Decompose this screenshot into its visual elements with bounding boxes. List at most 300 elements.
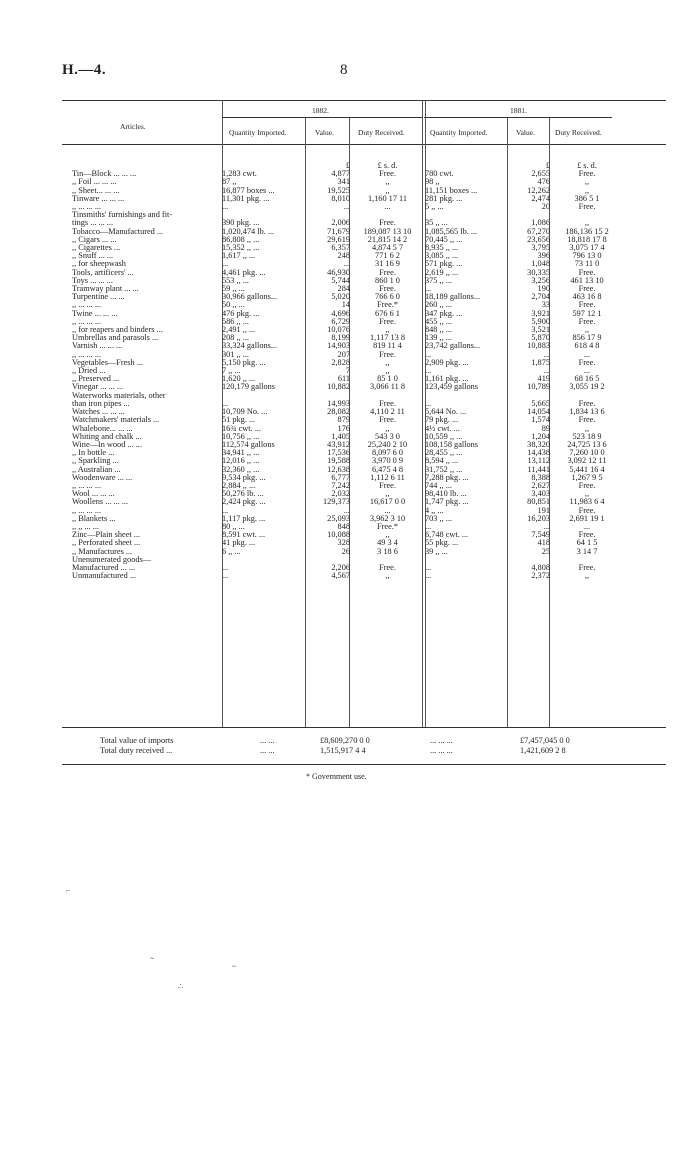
quantity-1881-cell: 8,935 ,, ... <box>425 244 459 253</box>
article-cell: Tools, artificers' ... <box>72 268 134 277</box>
totals-table <box>100 736 630 756</box>
value-1882-cell: 8,010 <box>331 194 350 203</box>
duty-1882-cell: Free. <box>379 416 396 425</box>
year-underline-1881 <box>424 117 612 118</box>
duty-1882-cell: Free. <box>379 268 396 277</box>
article-cell: ,, Sparkling ... <box>72 457 119 466</box>
article-cell: Toys ... ... ... <box>72 276 113 285</box>
table-row <box>72 531 624 539</box>
table-row <box>72 425 624 433</box>
article-cell: ,, ... ... ... <box>72 481 102 490</box>
value-1881-cell: 2,704 <box>531 293 550 302</box>
duty-1882-cell: ,, <box>385 531 390 540</box>
imports-table <box>72 162 624 580</box>
duty-1881-cell: Free. <box>578 399 596 408</box>
quantity-1882-cell <box>222 162 302 170</box>
duty-1881-cell: 461 13 10 <box>570 276 604 285</box>
table-row <box>72 457 624 465</box>
duty-1882-cell: Free.* <box>377 522 398 531</box>
totals-dots2-cell: ... ... ... <box>430 746 453 755</box>
value-1882-cell: 341 <box>337 178 350 187</box>
quantity-1882-cell: 59 ,, ... <box>222 285 245 294</box>
duty-1882-cell: 3,066 11 8 <box>370 383 405 392</box>
table-row <box>72 236 624 244</box>
table-row <box>72 441 624 449</box>
duty-1881-cell: ,, <box>584 186 590 195</box>
quantity-1881-cell: ... <box>425 367 432 376</box>
article-cell: ,, ... ... ... <box>72 203 102 212</box>
quantity-1882-cell: 32,360 ,, ... <box>222 465 260 474</box>
article-cell: Vinegar ... ... ... <box>72 383 124 392</box>
value-1881-cell: 20 <box>541 203 550 212</box>
value-1882-cell: 5,020 <box>331 293 350 302</box>
value-1882-cell <box>302 392 350 400</box>
duty-1881-cell: Free. <box>578 358 596 367</box>
quantity-1881-cell: 11,151 boxes ... <box>425 186 478 195</box>
value-1881-cell: 2,627 <box>531 481 550 490</box>
quantity-1882-cell <box>222 211 302 219</box>
value-1882-cell: 46,930 <box>327 268 350 277</box>
quantity-1882-cell: 30,966 gallons... <box>222 293 278 302</box>
duty-1881-cell <box>550 392 624 400</box>
value-1881-cell: 396 <box>537 252 550 261</box>
duty-1881-cell: 386 5 1 <box>574 194 600 203</box>
value-1882-cell <box>302 211 350 219</box>
value-header-1881: Value. <box>516 128 535 137</box>
duty-1882-cell: 3,970 0 9 <box>371 457 404 466</box>
article-cell: ,, Perforated sheet ... <box>72 539 141 548</box>
value-1881-cell: 25 <box>541 547 550 556</box>
value-1882-cell: ... <box>343 506 350 515</box>
duty-1882-cell: ... <box>384 203 391 212</box>
value-1881-cell: 23,656 <box>527 235 550 244</box>
article-cell: ,, for sheepwash <box>72 260 126 269</box>
value-1881-cell: 2,474 <box>531 194 550 203</box>
duty-1882-cell: Free. <box>379 170 396 179</box>
value-header-1882: Value. <box>315 128 334 137</box>
quantity-1881-cell: 260 ,, ... <box>425 301 452 310</box>
table-row <box>72 498 624 506</box>
value-1881-cell: 5,665 <box>531 399 550 408</box>
duty-1881-cell: ,, <box>584 424 590 433</box>
quantity-1882-cell: 87 ,, <box>222 178 237 187</box>
duty-1881-cell: ,, <box>584 326 590 335</box>
quantity-1881-cell: 79 pkg. ... <box>425 416 459 425</box>
quantity-1882-cell: 208 ,, ... <box>222 334 249 343</box>
article-cell: ,, Blankets ... <box>72 514 116 523</box>
article-cell: ,, Preserved ... <box>72 375 120 384</box>
quantity-1881-cell: 780 cwt. <box>425 170 454 179</box>
quantity-1881-cell: 5,644 No. ... <box>425 408 467 417</box>
table-row <box>72 466 624 474</box>
quantity-1881-cell: ... <box>425 350 432 359</box>
value-1881-cell: 418 <box>537 539 550 548</box>
quantity-1881-cell: 123,459 gallons <box>425 383 479 392</box>
header-bottom-rule <box>62 144 666 145</box>
value-1881-cell: 191 <box>537 506 550 515</box>
table-row <box>72 244 624 252</box>
article-cell: Tinsmiths' furnishings and fit- <box>72 211 173 220</box>
value-1881-cell: 5,870 <box>531 334 550 343</box>
quantity-1882-cell: 10,709 No. ... <box>222 408 268 417</box>
quantity-1882-cell: 1,617 ,, ... <box>222 252 256 261</box>
value-1881-cell: ... <box>543 522 550 531</box>
duty-1881-cell: 5,441 16 4 <box>569 465 605 474</box>
totals-v81-cell: 1,421,609 2 8 <box>520 746 566 755</box>
value-1882-cell: 6,777 <box>331 473 350 482</box>
article-cell: Whalebone... ... ... <box>72 424 133 433</box>
duty-1881-cell: ,, <box>584 178 590 187</box>
quantity-1881-cell: ... <box>425 563 432 572</box>
quantity-1882-cell: 1,117 pkg. ... <box>222 514 266 523</box>
duty-1882-cell <box>350 211 425 219</box>
value-1882-cell: 4,696 <box>331 309 350 318</box>
article-cell: Wine—In wood ... ... <box>72 440 142 449</box>
quantity-1881-cell: 35 ,, ... <box>425 219 448 228</box>
duty-1882-cell: £ s. d. <box>377 162 398 170</box>
duty-1882-cell: 771 6 2 <box>375 252 400 261</box>
quantity-1882-cell: ... <box>222 203 229 212</box>
quantity-1881-cell: 39 ,, ... <box>425 547 448 556</box>
quantity-1881-cell: 455 ,, ... <box>425 317 452 326</box>
article-cell: ,, ... ... ... <box>72 301 102 310</box>
article-cell: ,, ... ... ... <box>72 506 102 515</box>
table-row <box>72 392 624 400</box>
duty-1882-cell: ,, <box>385 178 390 187</box>
quantity-1882-cell: 301 ,, ... <box>222 350 249 359</box>
quantity-1881-cell: 4½ cwt. ... <box>425 424 460 433</box>
duty-1882-cell: 860 1 0 <box>375 276 400 285</box>
value-1882-cell: 10,076 <box>327 326 350 335</box>
quantity-1882-cell: 2,491 ,, ... <box>222 326 256 335</box>
value-1882-cell: 17,536 <box>327 449 350 458</box>
value-1881-cell: 38,320 <box>527 440 550 449</box>
quantity-1881-cell: 70,445 ,, ... <box>425 235 463 244</box>
value-1882-cell: 176 <box>337 424 350 433</box>
table-row <box>72 408 624 416</box>
year-1882: 1882. <box>312 106 329 115</box>
totals-label-cell: Total value of imports <box>100 736 174 745</box>
duty-1881-cell: ... <box>583 522 591 531</box>
value-1882-cell: 10,882 <box>327 383 350 392</box>
quantity-1881-cell <box>425 556 507 564</box>
value-1882-cell: 1,405 <box>331 432 350 441</box>
quantity-1882-cell: 1,020,474 lb. ... <box>222 227 275 236</box>
duty-1882-cell: 49 3 4 <box>377 539 398 548</box>
scan-speck: ~ <box>150 954 155 963</box>
value-1882-cell: 28,082 <box>327 408 350 417</box>
quantity-1882-cell: 12,016 ,, ... <box>222 457 260 466</box>
duty-1881-cell: £ s. d. <box>577 162 597 170</box>
quantity-1881-cell: 10,559 ,, ... <box>425 432 463 441</box>
quantity-1881-cell: 28,455 ,, ... <box>425 449 463 458</box>
value-1881-cell: 476 <box>537 178 550 187</box>
quantity-1881-cell: 4 ,, ... <box>425 506 444 515</box>
table-row <box>72 367 624 375</box>
table-row <box>72 351 624 359</box>
quantity-1881-cell: 1,161 pkg. ... <box>425 375 469 384</box>
duty-1882-cell: ,, <box>385 367 390 376</box>
article-cell: ,, Cigarettes ... <box>72 244 121 253</box>
value-1881-cell: 1,204 <box>531 432 550 441</box>
quantity-1881-cell: ... <box>425 399 432 408</box>
article-cell: Waterworks materials, other <box>72 391 166 400</box>
duty-1882-cell: Free. <box>379 219 396 228</box>
quantity-1882-cell: ... <box>222 506 229 515</box>
duty-1882-cell: ,, <box>385 490 390 499</box>
quantity-1881-cell: 571 pkg. ... <box>425 260 463 269</box>
table-row <box>72 170 624 178</box>
quantity-1881-cell: 18,189 gallons... <box>425 293 481 302</box>
duty-1881-cell: 796 13 0 <box>572 252 602 261</box>
duty-1881-cell: Free. <box>578 317 596 326</box>
quantity-1881-cell: 6,748 cwt. ... <box>425 531 469 540</box>
value-1882-cell: 6,357 <box>331 244 350 253</box>
quantity-1882-cell: 10,756 ,, ... <box>222 432 260 441</box>
scan-speck: ⌐ <box>66 886 71 895</box>
value-1882-cell: 248 <box>337 252 350 261</box>
articles-header: Articles. <box>120 122 146 131</box>
value-1881-cell: 89 <box>541 424 550 433</box>
table-row <box>72 334 624 342</box>
value-1882-cell: 14,993 <box>327 399 350 408</box>
value-1882-cell: 26 <box>341 547 350 556</box>
value-1882-cell: 2,828 <box>331 358 350 367</box>
table-row <box>72 539 624 547</box>
quantity-1882-cell: 2,424 pkg. ... <box>222 498 266 507</box>
quantity-1882-cell: ... <box>222 572 229 581</box>
duty-1881-cell: 856 17 9 <box>572 334 602 343</box>
quantity-1881-cell <box>425 211 507 219</box>
table-row <box>72 416 624 424</box>
article-cell <box>72 162 222 170</box>
value-1881-cell: 3,521 <box>531 326 550 335</box>
duty-1881-cell: Free. <box>578 531 596 540</box>
value-1881-cell: 8,388 <box>531 473 550 482</box>
value-1881-cell: 13,112 <box>527 457 550 466</box>
value-1881-cell <box>507 211 550 219</box>
quantity-1882-cell: 41 pkg. ... <box>222 539 256 548</box>
quantity-1882-cell: 553 ,, ... <box>222 276 249 285</box>
duty-1882-cell: 1,112 6 11 <box>370 473 405 482</box>
duty-1882-cell: 1,160 17 11 <box>367 194 408 203</box>
totals-v82-cell: £8,609,270 0 0 <box>320 736 370 745</box>
duty-1881-cell <box>550 556 624 564</box>
article-cell: ,, Sheet... ... ... <box>72 186 120 195</box>
article-cell: Zinc—Plain sheet ... <box>72 531 140 540</box>
table-row <box>72 252 624 260</box>
article-cell: ,, for reapers and binders ... <box>72 326 163 335</box>
value-1881-cell: 1,875 <box>531 358 550 367</box>
article-cell: Manufactured ... ... <box>72 563 136 572</box>
article-cell: Tinware ... ... ... <box>72 194 125 203</box>
duty-1882-cell: 676 6 1 <box>375 309 400 318</box>
table-row <box>72 318 624 326</box>
article-cell: ,, Manufactures ... <box>72 547 133 556</box>
duty-1881-cell: 64 1 5 <box>576 539 598 548</box>
duty-1882-cell: Free.* <box>377 301 398 310</box>
duty-1881-cell: 68 16 5 <box>574 375 600 384</box>
article-cell: Vegetables—Fresh ... <box>72 358 143 367</box>
duty-1882-cell: Free. <box>379 563 396 572</box>
quantity-1881-cell: 8,594 ,, ... <box>425 457 459 466</box>
year-underline-1882 <box>222 117 422 118</box>
duty-1881-cell: Free. <box>578 170 596 179</box>
duty-1882-cell: ,, <box>385 358 390 367</box>
quantity-1881-cell: 375 ,, ... <box>425 276 452 285</box>
totals-row <box>100 746 630 756</box>
table-row <box>72 449 624 457</box>
table-row <box>72 490 624 498</box>
table-row <box>72 187 624 195</box>
value-1882-cell: 71,679 <box>327 227 350 236</box>
article-cell: Varnish ... ... ... <box>72 342 123 351</box>
duty-1882-cell: 6,475 4 8 <box>371 465 404 474</box>
table-row <box>72 178 624 186</box>
duty-1881-cell: Free. <box>578 268 596 277</box>
table-top-rule <box>62 100 666 101</box>
table-row <box>72 433 624 441</box>
article-cell: Twine ... ... ... <box>72 309 118 318</box>
value-1881-cell: 2,655 <box>531 170 550 179</box>
duty-1881-cell: 3 14 7 <box>576 547 598 556</box>
footnote: * Government use. <box>306 772 367 781</box>
value-1882-cell: 879 <box>337 416 350 425</box>
quantity-1881-cell: 281 pkg. ... <box>425 194 463 203</box>
article-cell: Turpentine ... ... <box>72 293 125 302</box>
duty-1882-cell <box>350 392 425 400</box>
article-cell: ,, ... ... ... <box>72 317 102 326</box>
quantity-1882-cell: 5,150 pkg. ... <box>222 358 266 367</box>
value-1882-cell: ... <box>343 260 350 269</box>
duty-1882-cell: Free. <box>379 285 396 294</box>
duty-1881-cell: 1,834 13 6 <box>569 408 605 417</box>
table-row <box>72 482 624 490</box>
quantity-1881-cell: 31,752 ,, ... <box>425 465 463 474</box>
quantity-1882-cell: 33,324 gallons... <box>222 342 278 351</box>
duty-1881-cell: 24,725 13 6 <box>567 440 607 449</box>
duty-1881-cell: ... <box>583 367 591 376</box>
value-1881-cell: 3,921 <box>531 309 550 318</box>
value-1881-cell: £ <box>545 162 550 170</box>
quantity-1882-cell: 390 pkg. ... <box>222 219 260 228</box>
duty-1882-cell: Free. <box>379 481 396 490</box>
duty-1881-cell: ... <box>583 350 591 359</box>
value-1881-cell: 4,808 <box>531 563 550 572</box>
totals-row <box>100 736 630 746</box>
duty-1881-cell: 3,055 19 2 <box>569 383 605 392</box>
scan-speck: ∴ <box>178 982 184 991</box>
value-1881-cell: 1,086 <box>531 219 550 228</box>
quantity-1882-cell: 15,352 ,, ... <box>222 244 260 253</box>
article-cell: Unmanufactured ... <box>72 572 137 581</box>
quantity-1882-cell: 86,808 ,, ... <box>222 235 260 244</box>
duty-1882-cell: ,, <box>385 326 390 335</box>
article-cell: ,, Australian ... <box>72 465 121 474</box>
quantity-1882-cell <box>222 392 302 400</box>
scan-speck: ~ <box>232 962 237 971</box>
duty-1881-cell <box>550 211 624 219</box>
table-row <box>72 277 624 285</box>
duty-1881-cell: 463 16 8 <box>572 293 602 302</box>
quantity-1882-cell: 34,941 ,, ... <box>222 449 260 458</box>
quantity-1881-cell: 3,085 ,, ... <box>425 252 459 261</box>
value-1881-cell: 14,438 <box>527 449 550 458</box>
table-row <box>72 260 624 268</box>
table-row <box>72 211 624 219</box>
value-1881-cell: 3,256 <box>531 276 550 285</box>
duty-1882-cell <box>350 556 425 564</box>
quantity-1881-cell <box>425 162 507 170</box>
value-1881-cell: 67,270 <box>527 227 550 236</box>
quantity-1882-cell: 11,301 pkg. ... <box>222 194 270 203</box>
duty-1881-cell: Free. <box>578 481 596 490</box>
article-cell: Umbrellas and parasols ... <box>72 334 159 343</box>
duty-1881-cell: Free. <box>578 301 596 310</box>
quantity-1881-cell: 2,619 ,, ... <box>425 268 459 277</box>
value-1881-cell: 11,441 <box>527 465 550 474</box>
value-1881-cell: 10,789 <box>527 383 550 392</box>
quantity-1881-cell: 1,747 pkg. ... <box>425 498 469 507</box>
duty-1882-cell: 21,815 14 2 <box>367 235 408 244</box>
table-row <box>72 572 624 580</box>
duty-1882-cell: 766 6 0 <box>375 293 400 302</box>
value-1882-cell: 8,199 <box>331 334 350 343</box>
quantity-1882-cell: 80 ,, ... <box>222 522 245 531</box>
value-1882-cell: 14 <box>341 301 350 310</box>
value-1882-cell: 207 <box>337 350 350 359</box>
quantity-1882-cell: 112,574 gallons <box>222 440 275 449</box>
quantity-1881-cell: 703 ,, ... <box>425 514 452 523</box>
table-bottom-rule <box>62 727 666 728</box>
value-1882-cell: 284 <box>337 285 350 294</box>
value-1881-cell: 419 <box>537 375 550 384</box>
value-1882-cell: 328 <box>337 539 350 548</box>
article-cell: Watches ... ... ... <box>72 408 125 417</box>
duty-1881-cell: ,, <box>584 219 590 228</box>
quantity-1881-cell: 7,288 pkg. ... <box>425 473 469 482</box>
duty-header-1881: Duty Received. <box>555 128 602 137</box>
quantity-1882-cell: 7 ,, ... <box>222 367 241 376</box>
value-1882-cell: £ <box>345 162 350 170</box>
value-1882-cell <box>302 556 350 564</box>
value-1882-cell: 14,903 <box>327 342 350 351</box>
quantity-1882-cell: 1,620 ,, ... <box>222 375 256 384</box>
duty-1882-cell: Free. <box>379 350 396 359</box>
duty-1881-cell: 73 11 0 <box>574 260 600 269</box>
duty-1882-cell: ,, <box>385 186 390 195</box>
duty-1881-cell: 3,075 17 4 <box>569 244 605 253</box>
value-1882-cell: 4,877 <box>331 170 350 179</box>
quantity-1881-cell: 1,085,565 lb. ... <box>425 227 478 236</box>
duty-1882-cell: 25,240 2 10 <box>367 440 408 449</box>
article-cell: Woollens ... ... ... <box>72 498 129 507</box>
table-row <box>72 310 624 318</box>
value-1882-cell: 6,729 <box>331 317 350 326</box>
duty-1881-cell: 597 12 1 <box>572 309 602 318</box>
duty-1882-cell: 189,087 13 10 <box>363 227 412 236</box>
article-cell: ,, ,, ... ... <box>72 522 99 531</box>
quantity-1882-cell: ... <box>222 260 229 269</box>
totals-dots-cell: ... ... <box>260 736 275 745</box>
quantity-1881-cell <box>425 392 507 400</box>
value-1881-cell: 10,883 <box>527 342 550 351</box>
table-row <box>72 375 624 383</box>
table-row <box>72 523 624 531</box>
totals-bottom-rule <box>62 764 666 765</box>
page-code: H.—4. <box>62 62 107 78</box>
article-cell: ,, ... ... ... <box>72 350 102 359</box>
